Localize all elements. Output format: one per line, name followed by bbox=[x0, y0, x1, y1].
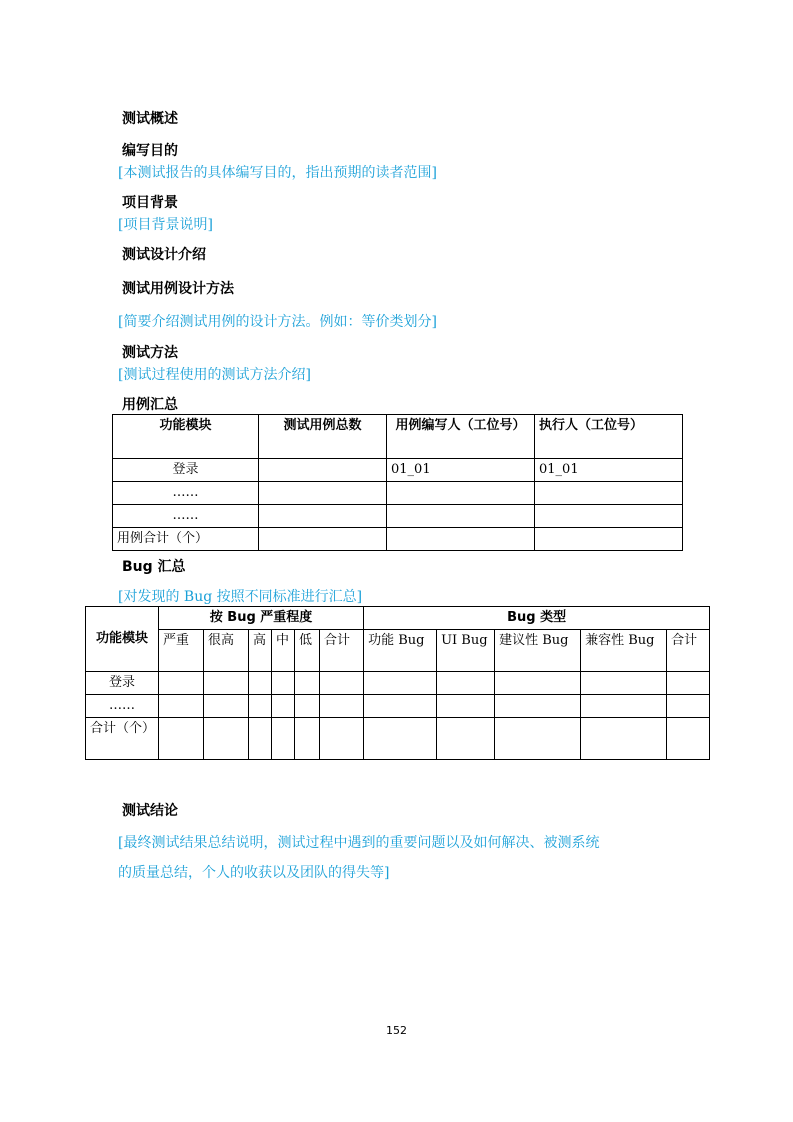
case-header-executor: 执行人（工位号） bbox=[535, 415, 683, 459]
heading-case-method: 测试用例设计方法 bbox=[122, 281, 234, 297]
heading-design: 测试设计介绍 bbox=[122, 247, 206, 263]
heading-method: 测试方法 bbox=[122, 345, 178, 361]
page-number: 152 bbox=[386, 1024, 407, 1037]
type-col: 建议性 Bug bbox=[495, 630, 581, 672]
case-cell bbox=[387, 505, 535, 528]
case-cell bbox=[259, 459, 387, 482]
case-cell bbox=[259, 528, 387, 551]
heading-overview: 测试概述 bbox=[122, 111, 178, 127]
heading-background: 项目背景 bbox=[122, 195, 178, 211]
case-cell: 登录 bbox=[113, 459, 259, 482]
text-bug-summary: [对发现的 Bug 按照不同标准进行汇总] bbox=[118, 589, 363, 605]
case-header-total: 测试用例总数 bbox=[259, 415, 387, 459]
text-conclusion-line-1: [最终测试结果总结说明，测试过程中遇到的重要问题以及如何解决、被测系统 bbox=[118, 835, 600, 851]
severity-col: 合计 bbox=[320, 630, 364, 672]
case-cell bbox=[259, 505, 387, 528]
case-summary-table bbox=[112, 414, 683, 551]
severity-col: 低 bbox=[295, 630, 320, 672]
text-conclusion-line-2: 的质量总结，个人的收获以及团队的得失等] bbox=[118, 865, 390, 881]
case-cell: …… bbox=[113, 482, 259, 505]
bug-row-label: …… bbox=[86, 695, 159, 718]
case-cell bbox=[535, 528, 683, 551]
text-case-method: [简要介绍测试用例的设计方法。例如：等价类划分] bbox=[118, 314, 437, 330]
text-method: [测试过程使用的测试方法介绍] bbox=[118, 367, 311, 383]
case-header-module: 功能模块 bbox=[113, 415, 259, 459]
case-cell bbox=[259, 482, 387, 505]
case-cell bbox=[387, 482, 535, 505]
case-cell: 01_01 bbox=[387, 459, 535, 482]
severity-col: 严重 bbox=[159, 630, 204, 672]
case-cell: …… bbox=[113, 505, 259, 528]
severity-col: 高 bbox=[249, 630, 272, 672]
heading-purpose: 编写目的 bbox=[122, 143, 178, 159]
type-col: 合计 bbox=[667, 630, 710, 672]
bug-summary-table bbox=[85, 606, 710, 760]
case-cell bbox=[535, 482, 683, 505]
severity-col: 中 bbox=[272, 630, 295, 672]
case-cell bbox=[535, 505, 683, 528]
type-col: 功能 Bug bbox=[364, 630, 437, 672]
case-cell: 用例合计（个） bbox=[113, 528, 259, 551]
bug-header-severity: 按 Bug 严重程度 bbox=[159, 607, 364, 630]
text-background: [项目背景说明] bbox=[118, 217, 213, 233]
heading-conclusion: 测试结论 bbox=[122, 803, 178, 819]
case-header-writer: 用例编写人（工位号） bbox=[387, 415, 535, 459]
type-col: UI Bug bbox=[437, 630, 495, 672]
text-purpose: [本测试报告的具体编写目的，指出预期的读者范围] bbox=[118, 165, 437, 181]
severity-col: 很高 bbox=[204, 630, 249, 672]
heading-case-summary: 用例汇总 bbox=[122, 397, 178, 413]
heading-bug-summary: Bug 汇总 bbox=[122, 559, 186, 575]
case-cell bbox=[387, 528, 535, 551]
bug-row-label: 登录 bbox=[86, 672, 159, 695]
type-col: 兼容性 Bug bbox=[581, 630, 667, 672]
bug-header-type: Bug 类型 bbox=[364, 607, 710, 630]
bug-header-module: 功能模块 bbox=[86, 607, 159, 672]
bug-row-label: 合计（个） bbox=[86, 718, 159, 760]
case-cell: 01_01 bbox=[535, 459, 683, 482]
